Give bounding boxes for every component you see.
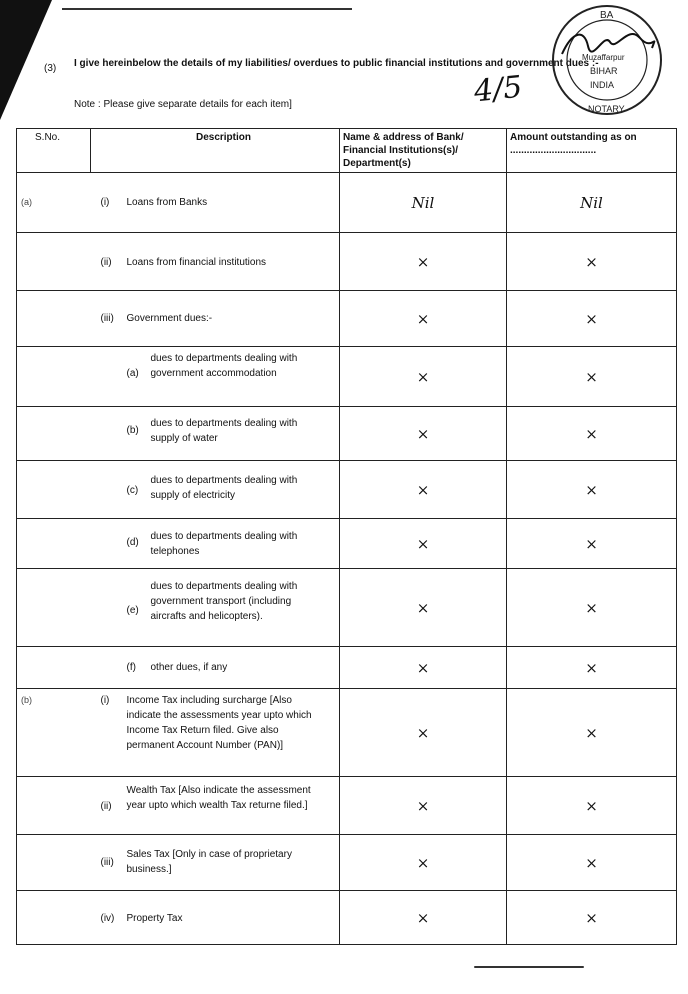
row-text: other dues, if any: [150, 662, 228, 673]
amount-mark: ×: [507, 461, 677, 519]
row-item-label: (e): [126, 605, 139, 616]
stamp-middle-text: Muzaffarpur: [582, 53, 625, 62]
bank-mark: ×: [340, 233, 507, 291]
row-item-label: (c): [126, 485, 139, 496]
bank-mark: ×: [340, 647, 507, 689]
table-row: [17, 461, 677, 519]
row-sno: [17, 461, 91, 519]
row-text: dues to departments dealing with supply of electricity: [150, 475, 298, 501]
scan-corner-shadow: [0, 0, 52, 120]
intro-text: I give hereinbelow the details of my liabilities/ overdues to public financial institutions and government dues :-: [74, 58, 599, 69]
row-text: Property Tax: [126, 913, 183, 924]
row-description: [91, 233, 340, 291]
bank-mark: ×: [340, 461, 507, 519]
stamp-state-text: BIHAR: [590, 66, 618, 76]
row-sub-number: (i): [100, 197, 110, 208]
bank-mark: ×: [340, 689, 507, 777]
row-text: dues to departments dealing with supply of water: [150, 418, 298, 444]
row-description: [91, 569, 340, 647]
table-row: [17, 647, 677, 689]
row-sno: [17, 407, 91, 461]
row-sub-number: (iii): [100, 857, 114, 868]
liabilities-table: [16, 128, 677, 945]
row-text: Loans from Banks: [126, 197, 208, 208]
row-sub-number: (ii): [100, 257, 112, 268]
bank-mark: ×: [340, 347, 507, 407]
row-description: [91, 291, 340, 347]
row-item-label: (b): [126, 425, 139, 436]
row-description: [91, 173, 340, 233]
table-row: [17, 891, 677, 945]
bank-mark: ×: [340, 891, 507, 945]
table-row: [17, 407, 677, 461]
row-description: [91, 347, 340, 407]
row-sub-number: (i): [100, 695, 110, 706]
row-sno: [17, 519, 91, 569]
amount-mark: ×: [507, 891, 677, 945]
row-description: [91, 647, 340, 689]
table-row: [17, 519, 677, 569]
row-sno: [17, 569, 91, 647]
row-text: Income Tax including surcharge [Also indicate the assessments year upto which Income Tax Return filed. Give also permanent Account Number (PAN)]: [126, 695, 312, 751]
amount-mark: ×: [507, 835, 677, 891]
row-sno: [17, 347, 91, 407]
row-sno: [17, 233, 91, 291]
signature-scribble: [562, 34, 654, 54]
amount-mark: ×: [507, 233, 677, 291]
row-sno: [17, 835, 91, 891]
notary-stamp: [548, 2, 666, 118]
amount-mark: ×: [507, 519, 677, 569]
row-sno: [17, 173, 91, 233]
row-description: [91, 461, 340, 519]
table-row: [17, 777, 677, 835]
note-text: Note : Please give separate details for each item]: [74, 99, 292, 110]
stamp-bottom-text: NOTARY: [588, 104, 625, 114]
row-sub-number: (iv): [100, 913, 115, 924]
amount-mark: ×: [507, 777, 677, 835]
row-description: [91, 891, 340, 945]
row-text: Wealth Tax [Also indicate the assessment year upto which wealth Tax returne filed.]: [126, 785, 311, 811]
row-sno: [17, 777, 91, 835]
row-sno: [17, 647, 91, 689]
row-description: [91, 835, 340, 891]
bottom-signature-line: [474, 966, 584, 968]
row-sno: [17, 891, 91, 945]
row-sno-label: (b): [21, 695, 32, 705]
row-item-label: (d): [126, 537, 139, 548]
table-row: [17, 173, 677, 233]
row-item-label: (f): [126, 662, 136, 673]
table-row: [17, 291, 677, 347]
row-description: [91, 777, 340, 835]
bank-mark: Nil: [340, 173, 507, 233]
row-text: Loans from financial institutions: [126, 257, 267, 268]
bank-mark: ×: [340, 519, 507, 569]
table-row: [17, 347, 677, 407]
row-text: dues to departments dealing with government transport (including aircrafts and helicopters).: [150, 581, 298, 622]
row-sno-label: (a): [21, 197, 32, 207]
bank-mark: ×: [340, 569, 507, 647]
amount-mark: ×: [507, 407, 677, 461]
table-row: [17, 569, 677, 647]
amount-mark: ×: [507, 689, 677, 777]
row-sub-number: (ii): [100, 801, 112, 812]
table-row: [17, 233, 677, 291]
handwritten-page-number: 4/5: [472, 69, 524, 110]
table-row: [17, 689, 677, 777]
amount-mark: Nil: [507, 173, 677, 233]
bank-mark: ×: [340, 777, 507, 835]
stamp-country-text: INDIA: [590, 80, 615, 90]
amount-mark: ×: [507, 347, 677, 407]
row-description: [91, 407, 340, 461]
top-scan-line: [62, 8, 352, 10]
header-amount: Amount outstanding as on ...............................: [507, 129, 677, 173]
row-description: [91, 689, 340, 777]
bank-mark: ×: [340, 835, 507, 891]
paragraph-number: (3): [44, 63, 57, 74]
amount-mark: ×: [507, 647, 677, 689]
header-description: Description: [91, 129, 340, 173]
row-sub-number: (iii): [100, 313, 114, 324]
row-item-label: (a): [126, 368, 139, 379]
row-description: [91, 519, 340, 569]
row-text: dues to departments dealing with government accommodation: [150, 353, 298, 379]
bank-mark: ×: [340, 291, 507, 347]
row-sno: [17, 689, 91, 777]
header-sno: S.No.: [17, 129, 91, 173]
stamp-top-text: BA: [600, 10, 614, 21]
row-sno: [17, 291, 91, 347]
row-text: dues to departments dealing with telephones: [150, 531, 298, 557]
row-text: Sales Tax [Only in case of proprietary business.]: [126, 849, 292, 875]
amount-mark: ×: [507, 291, 677, 347]
amount-mark: ×: [507, 569, 677, 647]
table-row: [17, 835, 677, 891]
row-text: Government dues:-: [126, 313, 213, 324]
header-bank: Name & address of Bank/ Financial Institutions(s)/ Department(s): [340, 129, 507, 173]
table-header-row: [17, 129, 677, 173]
bank-mark: ×: [340, 407, 507, 461]
